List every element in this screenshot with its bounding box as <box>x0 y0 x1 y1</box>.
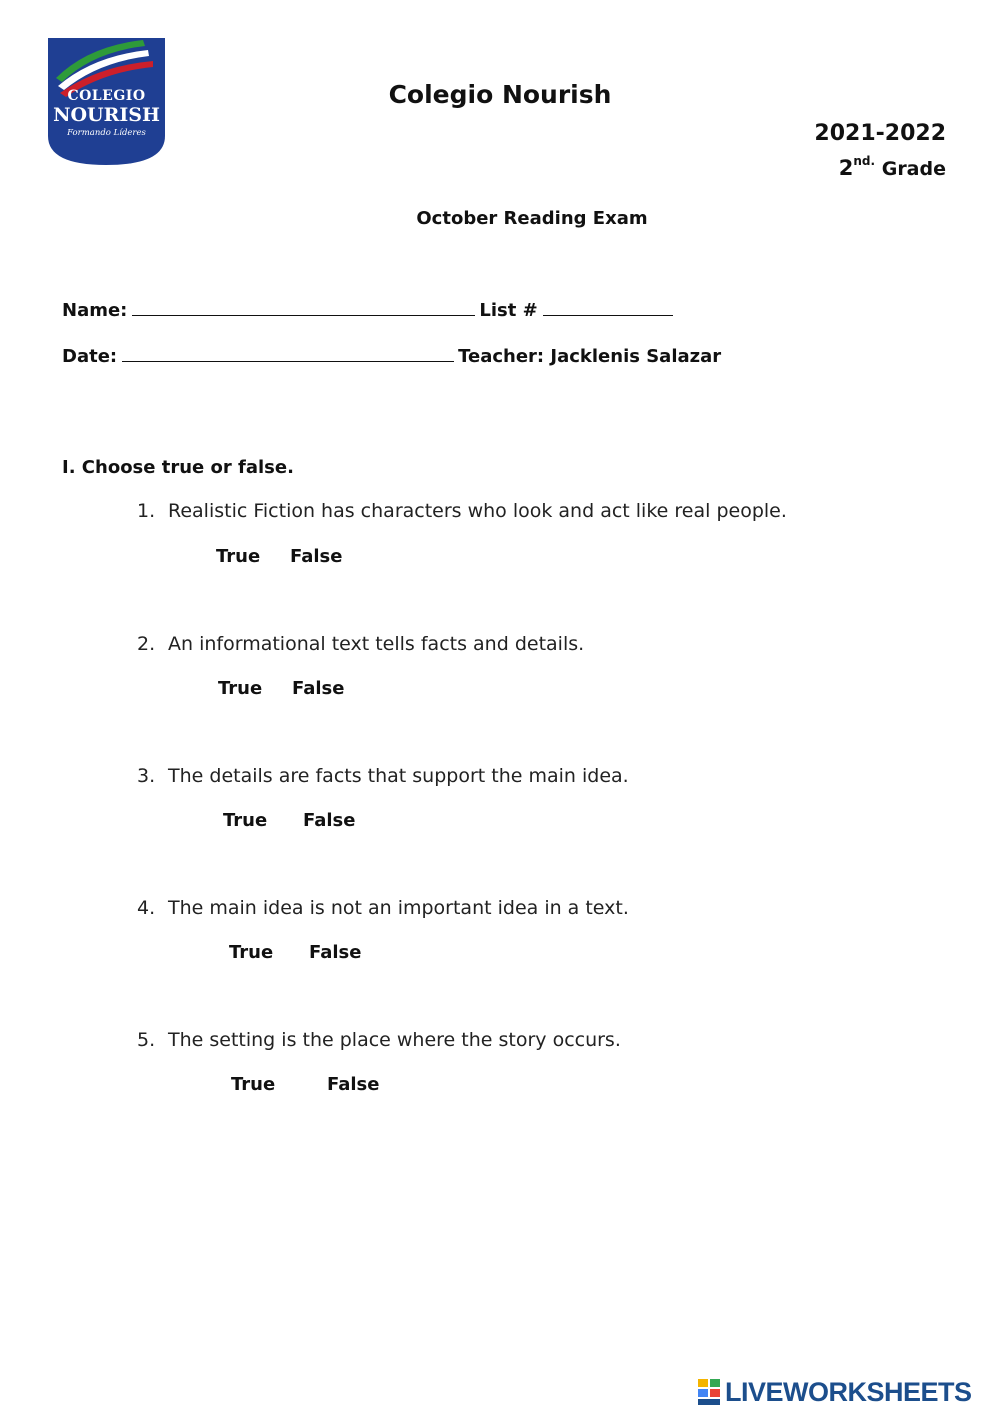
grade-number: 2 <box>838 156 854 180</box>
q2-true-option[interactable]: True <box>218 678 263 699</box>
q3-false-option[interactable]: False <box>303 810 356 831</box>
question-number: 2. <box>137 633 156 655</box>
section-heading: I. Choose true or false. <box>62 457 294 478</box>
question-4 <box>137 897 629 919</box>
question-number: 4. <box>137 897 156 919</box>
grade-word: Grade <box>881 158 946 180</box>
list-label: List # <box>479 300 538 321</box>
question-text: The main idea is not an important idea in a text. <box>168 897 629 919</box>
question-text: Realistic Fiction has characters who look and act like real people. <box>168 500 787 522</box>
exam-title: October Reading Exam <box>416 208 648 229</box>
question-1 <box>137 500 787 522</box>
date-field[interactable] <box>122 344 454 362</box>
teacher-label: Teacher: Jacklenis Salazar <box>458 346 722 367</box>
question-2 <box>137 633 584 655</box>
liveworksheets-brand[interactable] <box>697 1376 972 1408</box>
logo-line-nourish: NOURISH <box>53 104 160 126</box>
question-3 <box>137 765 629 787</box>
logo-motto: Formando Líderes <box>67 128 146 138</box>
question-text: The setting is the place where the story occurs. <box>168 1029 621 1051</box>
q5-true-option[interactable]: True <box>231 1074 276 1095</box>
liveworksheets-text: LIVEWORKSHEETS <box>725 1376 972 1407</box>
question-5 <box>137 1029 621 1051</box>
question-number: 3. <box>137 765 156 787</box>
q1-false-option[interactable]: False <box>290 546 343 567</box>
q4-true-option[interactable]: True <box>229 942 274 963</box>
question-text: The details are facts that support the main idea. <box>168 765 629 787</box>
q3-true-option[interactable]: True <box>223 810 268 831</box>
grade-label <box>839 156 946 180</box>
q2-false-option[interactable]: False <box>292 678 345 699</box>
question-number: 1. <box>137 500 156 522</box>
name-field[interactable] <box>132 298 475 316</box>
question-number: 5. <box>137 1029 156 1051</box>
school-name: Colegio Nourish <box>388 80 612 109</box>
name-line <box>62 298 677 321</box>
logo-line-colegio: COLEGIO <box>67 88 146 104</box>
list-number-field[interactable] <box>543 298 673 316</box>
q1-true-option[interactable]: True <box>216 546 261 567</box>
date-label: Date: <box>62 346 118 367</box>
school-year: 2021-2022 <box>814 121 946 146</box>
name-label: Name: <box>62 300 128 321</box>
grade-suffix: nd. <box>853 154 876 168</box>
q5-false-option[interactable]: False <box>327 1074 380 1095</box>
q4-false-option[interactable]: False <box>309 942 362 963</box>
date-line <box>62 344 721 367</box>
liveworksheets-logo-icon <box>697 1377 723 1407</box>
question-text: An informational text tells facts and details. <box>168 633 585 655</box>
